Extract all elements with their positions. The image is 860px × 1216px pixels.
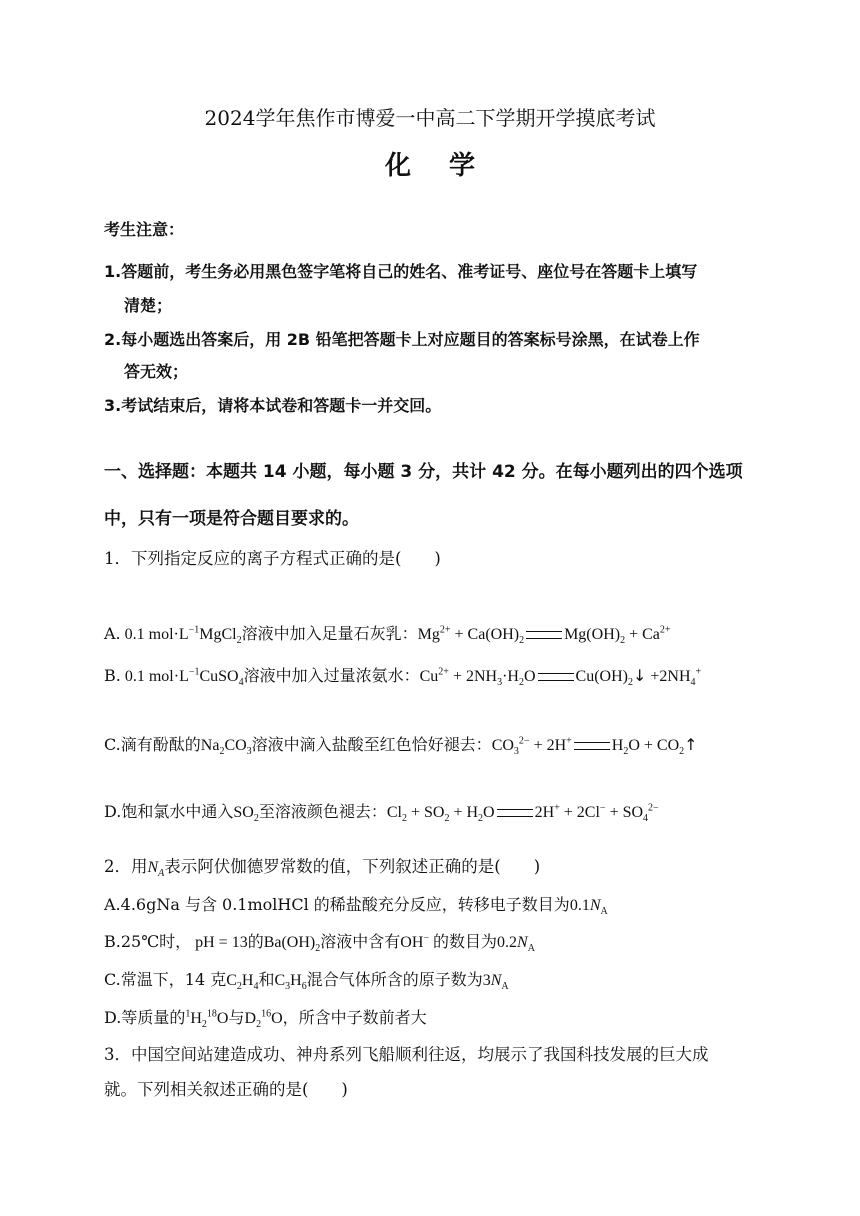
option-b-label: B. [104,666,121,685]
notice-item-3: 3.考试结束后，请将本试卷和答题卡一并交回。 [104,396,442,415]
question-2-option-b-mid2: 溶液中含有 [320,932,401,951]
option-c-reagent: $Na_2CO_3$ [200,737,252,758]
notice-item-1: 1.答题前，考生务必用黑色签字笔将自己的姓名、准考证号、座位号在答题卡上填写 [104,262,698,281]
question-2-option-a-value: $0.1N_A$ [569,897,608,918]
question-2-option-a-text: A.4.6gNa 与含 0.1molHCl 的稀盐酸充分反应，转移电子数目为 [104,895,570,914]
question-2-stem-post: 表示阿伏伽德罗常数的值，下列叙述正确的是( ) [164,857,541,876]
question-2-option-c-gas2: $C_3H_6$ [274,972,307,993]
question-2-option-b-pre: B.25℃时， [104,932,192,951]
question-2-option-c-value: $3N_A$ [482,972,509,993]
question-2-option-b-ph: pH = 13 [191,934,248,951]
option-c-label: C. [104,735,121,754]
notice-item-2: 2.每小题选出答案后，用 2B 铅笔把答题卡上对应题目的答案标号涂黑，在试卷上作 [104,330,700,349]
option-c-text-1: 滴有酚酞的 [120,735,201,754]
exam-title: 2024学年焦作市博爱一中高二下学期开学摸底考试 [204,106,656,130]
avogadro-symbol: $N_A$ [147,859,165,880]
question-2-option-d-pre: D.等质量的 [104,1008,186,1027]
notice-item-1-cont: 清楚； [124,296,173,315]
question-3-stem-line1: 3．中国空间站建造成功、神舟系列飞船顺利往返，均展示了我国科技发展的巨大成 [104,1045,709,1064]
option-a-text: 溶液中加入足量石灰乳： [241,624,418,643]
option-a-equation: $Mg^{2+} + Ca(OH)_2$ $Mg(OH)_2 + Ca^{2+}$ [417,624,671,647]
question-2-option-b [104,930,535,955]
question-2-option-a [104,893,608,918]
option-d-label: D. [104,802,122,821]
section-heading-line1: 一、选择题：本题共 14 小题，每小题 3 分，共计 42 分。在每小题列出的四个选项 [104,462,743,482]
question-2-option-d-post: ，所含中子数前者大 [282,1008,427,1027]
question-1-option-a [104,622,671,647]
question-1-option-c [104,733,698,758]
question-1-option-d [104,800,659,825]
question-2-option-b-mid: 的 [247,932,264,951]
question-2-option-d-mid: 与 [228,1008,245,1027]
option-d-equation: $Cl_2 + SO_2 + H_2O$ $2H^+ + 2Cl^- + SO_4^{2-}$ [386,802,659,825]
question-2-option-b-value: $0.2N_A$ [497,934,535,955]
option-d-reagent: $SO_2$ [233,804,259,825]
option-d-text-2: 至溶液颜色褪去： [258,802,387,821]
notice-item-2-cont: 答无效； [124,362,189,381]
question-2-option-c-mid: 和 [258,970,275,989]
question-2-stem [104,855,540,880]
question-2-option-b-base: $Ba(OH)_2$ [263,934,321,955]
question-2-option-c-pre: C.常温下，14 克 [104,970,227,989]
option-b-conc: 0.1 $mol\cdot L^{-1}CuSO_4$ [120,666,244,689]
option-b-text: 溶液中加入过量浓氨水： [243,666,420,685]
question-2-stem-pre: 2．用 [104,857,148,876]
question-1-stem: 1．下列指定反应的离子方程式正确的是( ) [104,549,441,568]
subject-title: 化学 [384,151,513,181]
question-1-option-b [104,664,701,689]
option-b-equation: $Cu^{2+} + 2NH_3\cdot H_2O$ $Cu(OH)_2↓ +2NH_4^+$ [419,666,702,689]
option-c-text-2: 溶液中滴入盐酸至红色恰好褪去： [251,735,492,754]
question-2-option-c-post: 混合气体所含的原子数为 [306,970,483,989]
option-d-text-1: 饱和氯水中通入 [121,802,234,821]
question-2-option-d [104,1006,427,1031]
question-2-option-b-ion: OH− [400,932,430,951]
option-c-equation: $CO_3^{2-} + 2H^+$ $H_2O$ + $CO_2↑$ [491,735,698,758]
option-a-label: A. [104,624,121,643]
question-2-option-d-water1: $^1H_2^{18}O$ [185,1008,229,1031]
question-2-option-d-water2: $D_2^{16}O$ [244,1008,283,1031]
question-2-option-c [104,968,509,993]
question-3-stem-line2: 就。下列相关叙述正确的是( ) [104,1080,348,1099]
option-a-conc: 0.1 $mol\cdot L^{-1}MgCl_2$ [120,624,242,647]
notice-heading: 考生注意： [104,220,185,239]
section-heading-line2: 中，只有一项是符合题目要求的。 [104,509,359,529]
question-2-option-c-gas1: $C_2H_4$ [226,972,259,993]
question-2-option-b-post: 的数目为 [433,932,498,951]
